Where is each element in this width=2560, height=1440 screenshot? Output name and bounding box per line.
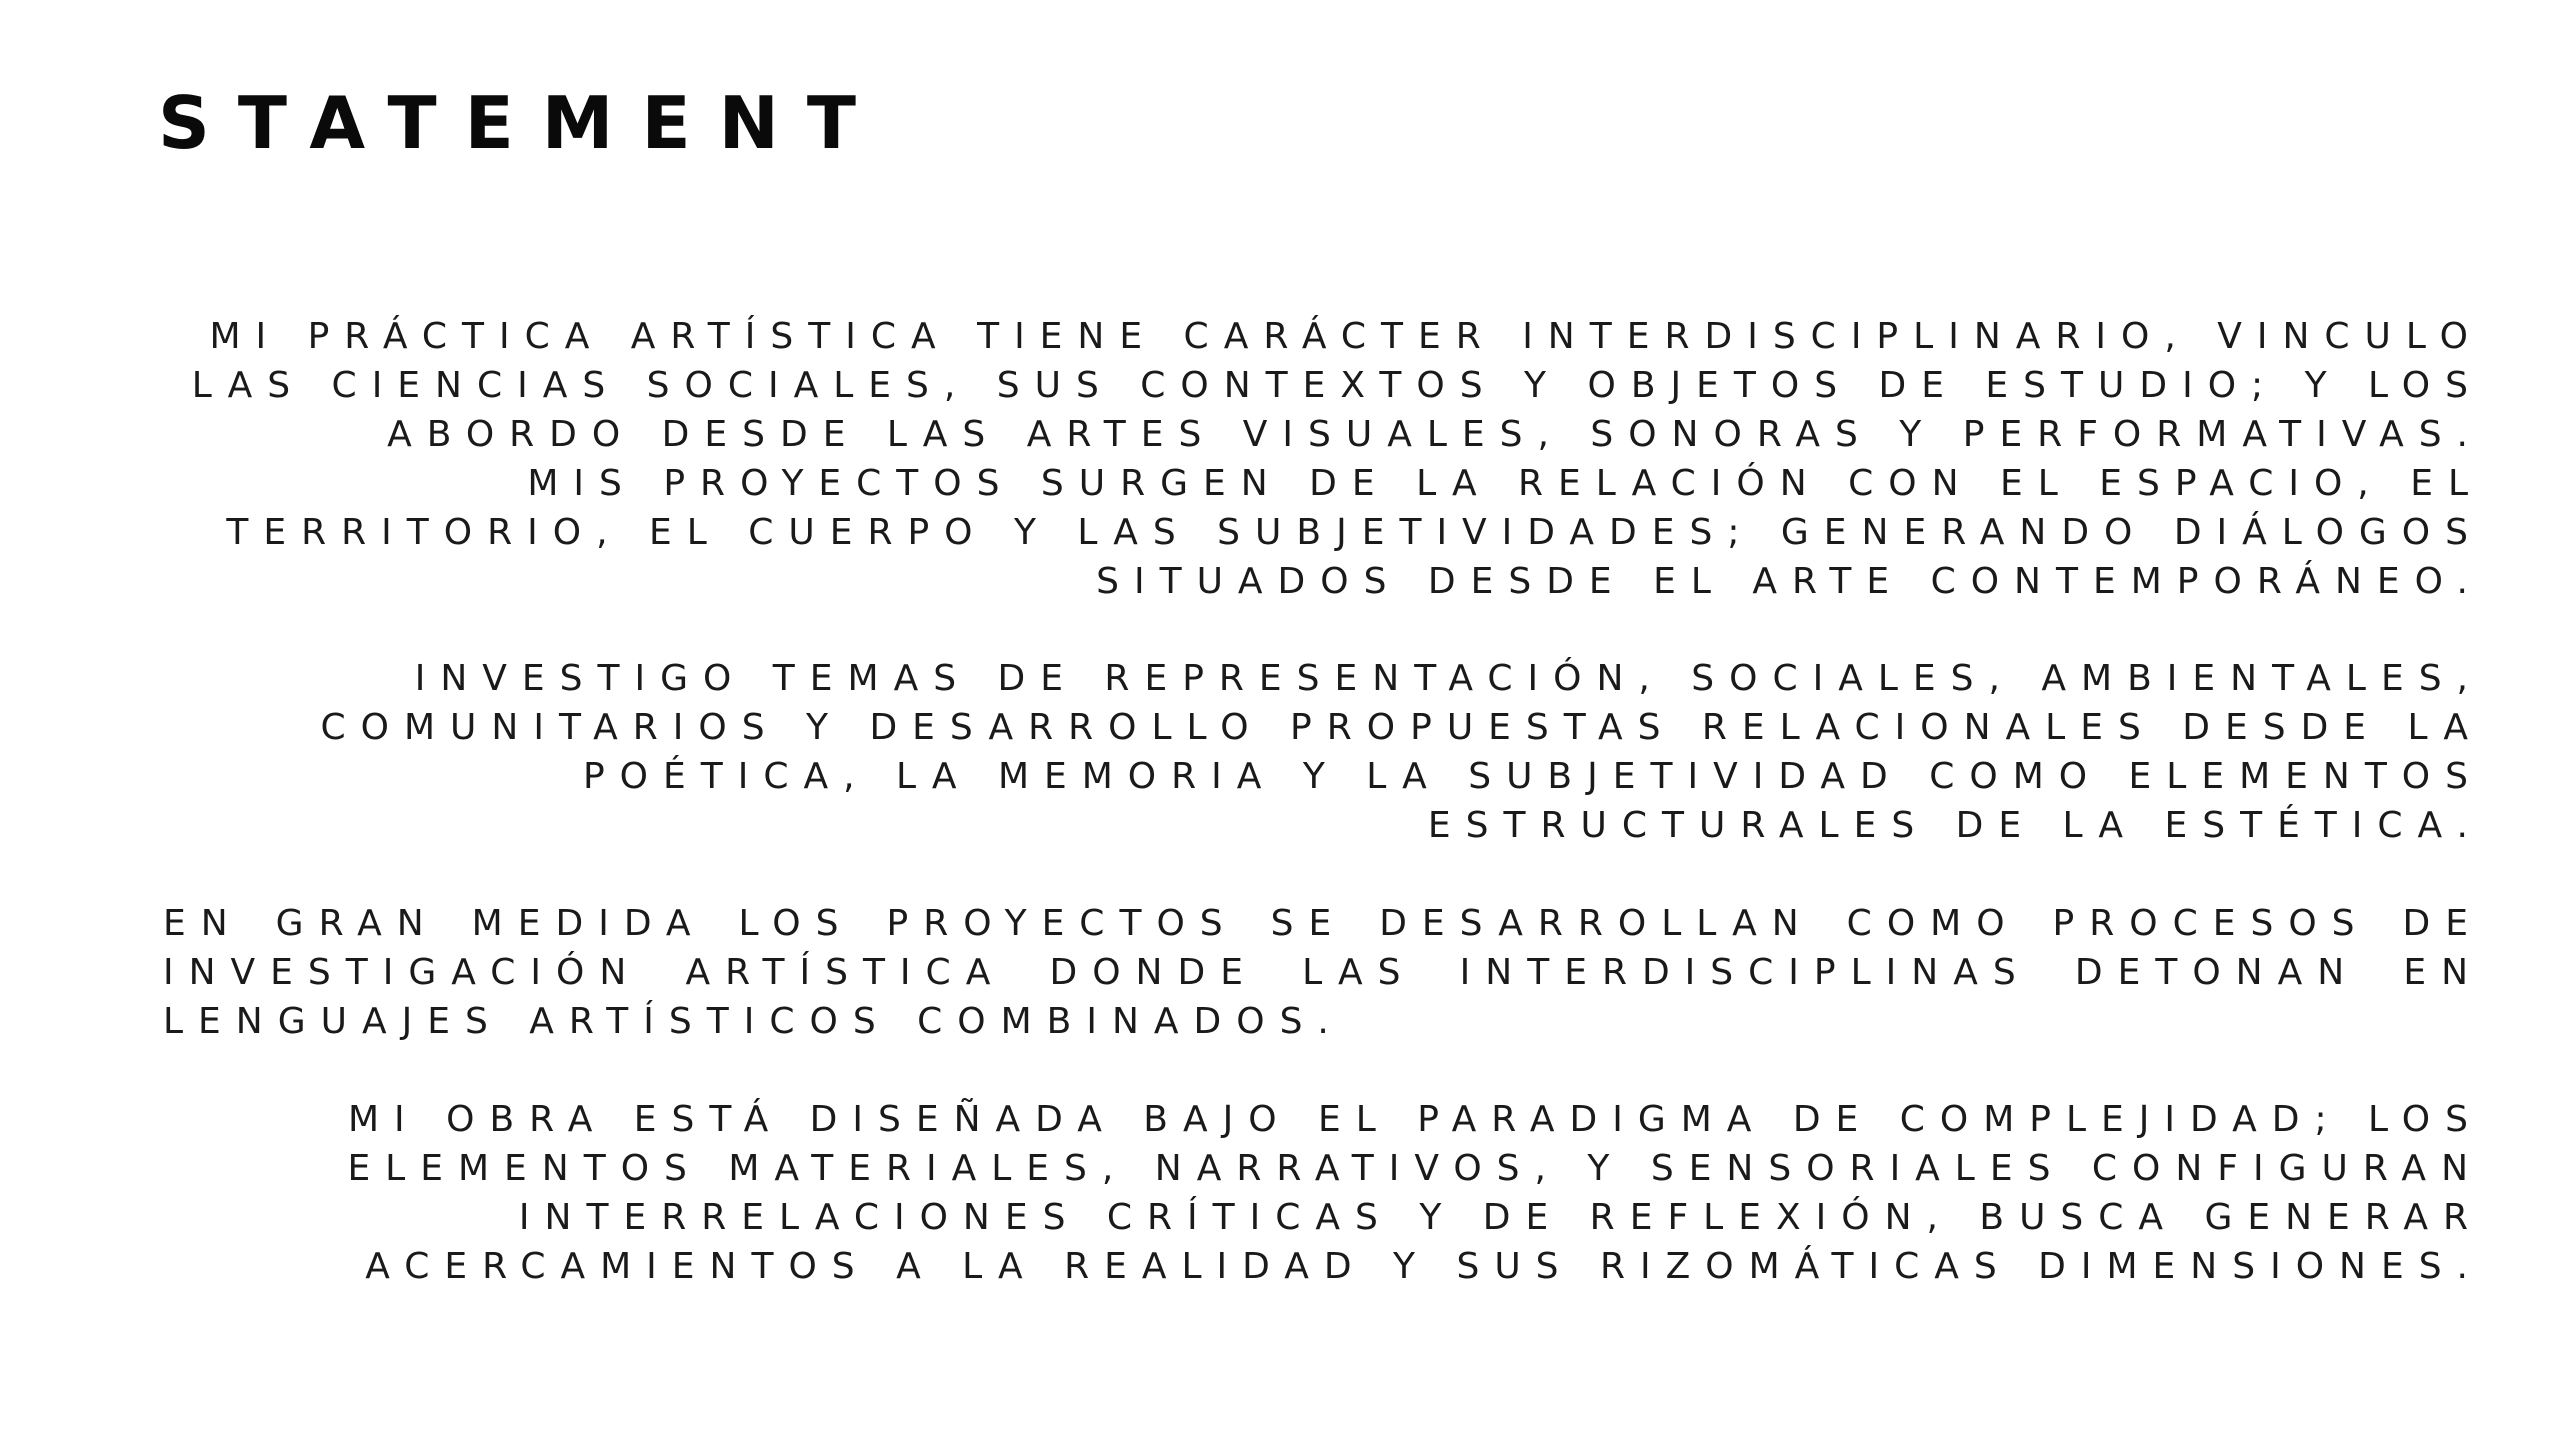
paragraph-line: INTERRELACIONES CRÍTICAS Y DE REFLEXIÓN, BUSCA GENERAR [518, 1197, 2483, 1238]
paragraph-line: ESTRUCTURALES DE LA ESTÉTICA. [1427, 805, 2483, 846]
paragraph-line: TERRITORIO, EL CUERPO Y LAS SUBJETIVIDADES; GENERANDO DIÁLOGOS [226, 512, 2483, 553]
paragraph-line: MI OBRA ESTÁ DISEÑADA BAJO EL PARADIGMA DE COMPLEJIDAD; LOS [348, 1099, 2483, 1140]
paragraph-line: ABORDO DESDE LAS ARTES VISUALES, SONORAS Y PERFORMATIVAS. [387, 414, 2483, 455]
paragraph-line: EN GRAN MEDIDA LOS PROYECTOS SE DESARROLLAN COMO PROCESOS DE [163, 903, 2483, 944]
paragraph-line: MIS PROYECTOS SURGEN DE LA RELACIÓN CON EL ESPACIO, EL [527, 463, 2483, 504]
paragraph-line: INVESTIGACIÓN ARTÍSTICA DONDE LAS INTERDISCIPLINAS DETONAN EN [163, 952, 2483, 993]
paragraph-projects [163, 899, 2483, 1046]
paragraph-line: MI PRÁCTICA ARTÍSTICA TIENE CARÁCTER INTERDISCIPLINARIO, VINCULO [209, 316, 2483, 357]
paragraph-research [163, 654, 2483, 850]
paragraph-line: SITUADOS DESDE EL ARTE CONTEMPORÁNEO. [1096, 561, 2483, 602]
paragraph-line: COMUNITARIOS Y DESARROLLO PROPUESTAS RELACIONALES DESDE LA [320, 707, 2483, 748]
paragraph-line: LAS CIENCIAS SOCIALES, SUS CONTEXTOS Y OBJETOS DE ESTUDIO; Y LOS [191, 365, 2483, 406]
paragraph-line: ACERCAMIENTOS A LA REALIDAD Y SUS RIZOMÁTICAS DIMENSIONES. [365, 1246, 2483, 1287]
paragraph-practice [163, 312, 2483, 606]
paragraph-work [163, 1095, 2483, 1291]
page-title: STATEMENT [158, 81, 885, 165]
paragraph-line: LENGUAJES ARTÍSTICOS COMBINADOS. [163, 1001, 1344, 1042]
paragraph-line: INVESTIGO TEMAS DE REPRESENTACIÓN, SOCIALES, AMBIENTALES, [414, 658, 2483, 699]
paragraph-line: ELEMENTOS MATERIALES, NARRATIVOS, Y SENSORIALES CONFIGURAN [347, 1148, 2483, 1189]
paragraph-line: POÉTICA, LA MEMORIA Y LA SUBJETIVIDAD COMO ELEMENTOS [582, 756, 2483, 797]
